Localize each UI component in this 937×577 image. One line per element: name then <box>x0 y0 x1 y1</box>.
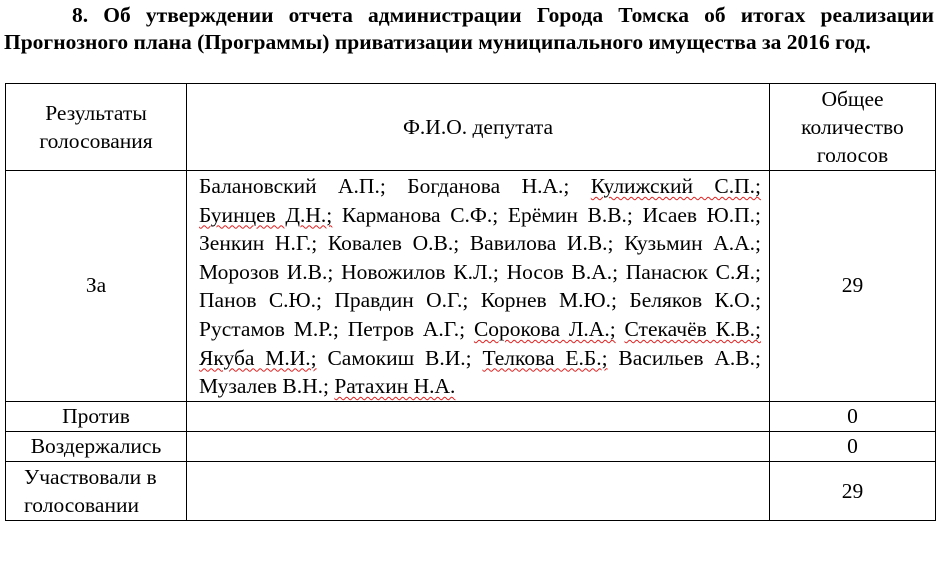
deputy-name: Васильев А.В.; <box>618 345 761 370</box>
row-vozderzhalis-names <box>187 431 770 461</box>
header-results: Результаты голосования <box>6 84 187 171</box>
deputy-name: Панов С.Ю.; <box>199 288 322 313</box>
row-uchastvovali <box>6 461 936 520</box>
row-protiv-count: 0 <box>770 401 936 431</box>
deputy-name: Буинцев Д.Н.; <box>199 202 333 227</box>
row-vozderzhalis-count: 0 <box>770 431 936 461</box>
deputy-name: Носов В.А.; <box>506 259 619 284</box>
row-vozderzhalis-label: Воздержались <box>6 431 187 461</box>
deputy-name: Беляков К.О.; <box>629 288 762 313</box>
deputy-name: Ковалев О.В.; <box>327 231 460 256</box>
heading-text: 8. Об утверждении отчета администрации Города Томска об итогах реализации Прогнозного плана (Программы) приватизации муниципального имущества за 2016 год. <box>4 3 934 54</box>
deputy-name: Корнев М.Ю.; <box>480 288 617 313</box>
deputy-name: Петров А.Г.; <box>347 316 466 341</box>
deputy-name: Якуба М.И.; <box>199 345 317 370</box>
deputy-name: Морозов И.В.; <box>199 259 334 284</box>
deputy-name: Панасюк С.Я.; <box>625 259 762 284</box>
deputy-name: Ратахин Н.А. <box>334 374 456 399</box>
deputy-name: Сорокова Л.А.; <box>473 316 616 341</box>
deputy-name: Стекачёв К.В.; <box>624 316 762 341</box>
row-vozderzhalis <box>6 431 936 461</box>
deputy-name: Зенкин Н.Г.; <box>199 231 318 256</box>
header-total: Общее количество голосов <box>770 84 936 171</box>
deputy-name: Исаев Ю.П.; <box>642 202 762 227</box>
row-protiv <box>6 401 936 431</box>
header-row <box>6 84 936 171</box>
row-za-label: За <box>6 171 187 402</box>
deputy-name: Ерёмин В.В.; <box>507 202 633 227</box>
deputy-name: Музалев В.Н.; <box>199 374 329 399</box>
deputy-name: Новожилов К.Л.; <box>341 259 499 284</box>
deputy-name: Рустамов М.Р.; <box>199 316 339 341</box>
section-heading <box>4 2 934 56</box>
header-deputy: Ф.И.О. депутата <box>187 84 770 171</box>
row-za <box>6 171 936 402</box>
deputy-name: Вавилова И.В.; <box>469 231 614 256</box>
deputy-name: Карманова С.Ф.; <box>341 202 499 227</box>
deputy-name: Правдин О.Г.; <box>334 288 469 313</box>
deputy-name: Кулижский С.П.; <box>590 174 762 198</box>
row-uchastvovali-label: Участвовали в голосовании <box>6 461 187 520</box>
row-protiv-names <box>187 401 770 431</box>
row-uchastvovali-count: 29 <box>770 461 936 520</box>
deputy-name: Балановский А.П.; <box>199 174 386 198</box>
row-za-names <box>187 171 770 402</box>
voting-results-table <box>5 83 936 521</box>
row-za-count: 29 <box>770 171 936 402</box>
row-uchastvovali-names <box>187 461 770 520</box>
deputy-name: Кузьмин А.А.; <box>624 231 762 256</box>
deputy-name: Богданова Н.А.; <box>407 174 570 198</box>
row-protiv-label: Против <box>6 401 187 431</box>
deputy-name: Самокиш В.И.; <box>327 345 472 370</box>
deputy-name: Телкова Е.Б.; <box>482 345 608 370</box>
